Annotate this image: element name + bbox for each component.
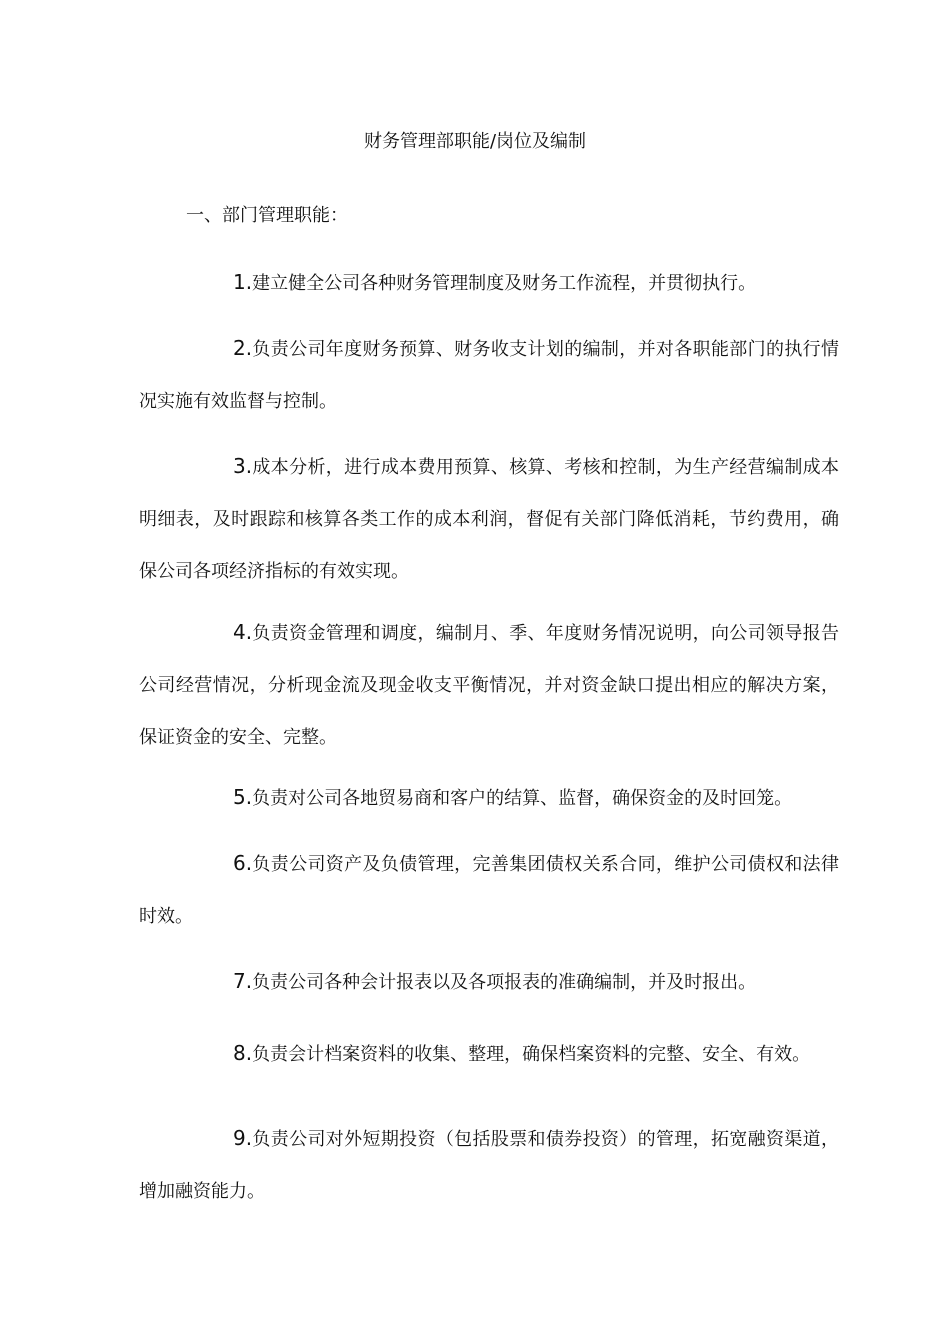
item-number: 5.	[233, 785, 253, 809]
list-item	[139, 1039, 839, 1069]
item-number: 6.	[233, 851, 253, 875]
item-number: 7.	[233, 969, 253, 993]
item-number: 9.	[233, 1126, 253, 1150]
list-item	[139, 837, 839, 943]
list-item	[139, 771, 839, 825]
item-text: 负责资金管理和调度，编制月、季、年度财务情况说明，向公司领导报告公司经营情况，分析现金流及现金收支平衡情况，并对资金缺口提出相应的解决方案，保证资金的安全、完整。	[139, 623, 839, 748]
item-text: 负责公司资产及负债管理，完善集团债权关系合同，维护公司债权和法律时效。	[139, 854, 839, 927]
item-number: 4.	[233, 620, 253, 644]
item-text: 成本分析，进行成本费用预算、核算、考核和控制，为生产经营编制成本明细表，及时跟踪和核算各类工作的成本利润，督促有关部门降低消耗，节约费用，确保公司各项经济指标的有效实现。	[139, 457, 839, 582]
item-text: 负责对公司各地贸易商和客户的结算、监督，确保资金的及时回笼。	[252, 788, 793, 809]
item-number: 2.	[233, 336, 253, 360]
item-number: 8.	[233, 1041, 253, 1065]
list-item	[139, 440, 839, 598]
item-text: 建立健全公司各种财务管理制度及财务工作流程，并贯彻执行。	[252, 273, 757, 294]
section-heading: 一、部门管理职能：	[186, 205, 348, 226]
list-item	[139, 955, 839, 1009]
item-text: 负责公司年度财务预算、财务收支计划的编制，并对各职能部门的执行情况实施有效监督与控制。	[139, 339, 839, 412]
list-item	[139, 256, 839, 310]
list-item	[139, 606, 839, 764]
item-text: 负责公司对外短期投资（包括股票和债券投资）的管理，拓宽融资渠道，增加融资能力。	[139, 1129, 839, 1202]
document-title: 财务管理部职能/岗位及编制	[363, 131, 587, 152]
item-text: 负责公司各种会计报表以及各项报表的准确编制，并及时报出。	[252, 972, 757, 993]
item-number: 3.	[233, 454, 253, 478]
item-text: 负责会计档案资料的收集、整理，确保档案资料的完整、安全、有效。	[252, 1044, 811, 1065]
list-item	[139, 322, 839, 428]
item-number: 1.	[233, 270, 253, 294]
list-item	[139, 1112, 839, 1218]
